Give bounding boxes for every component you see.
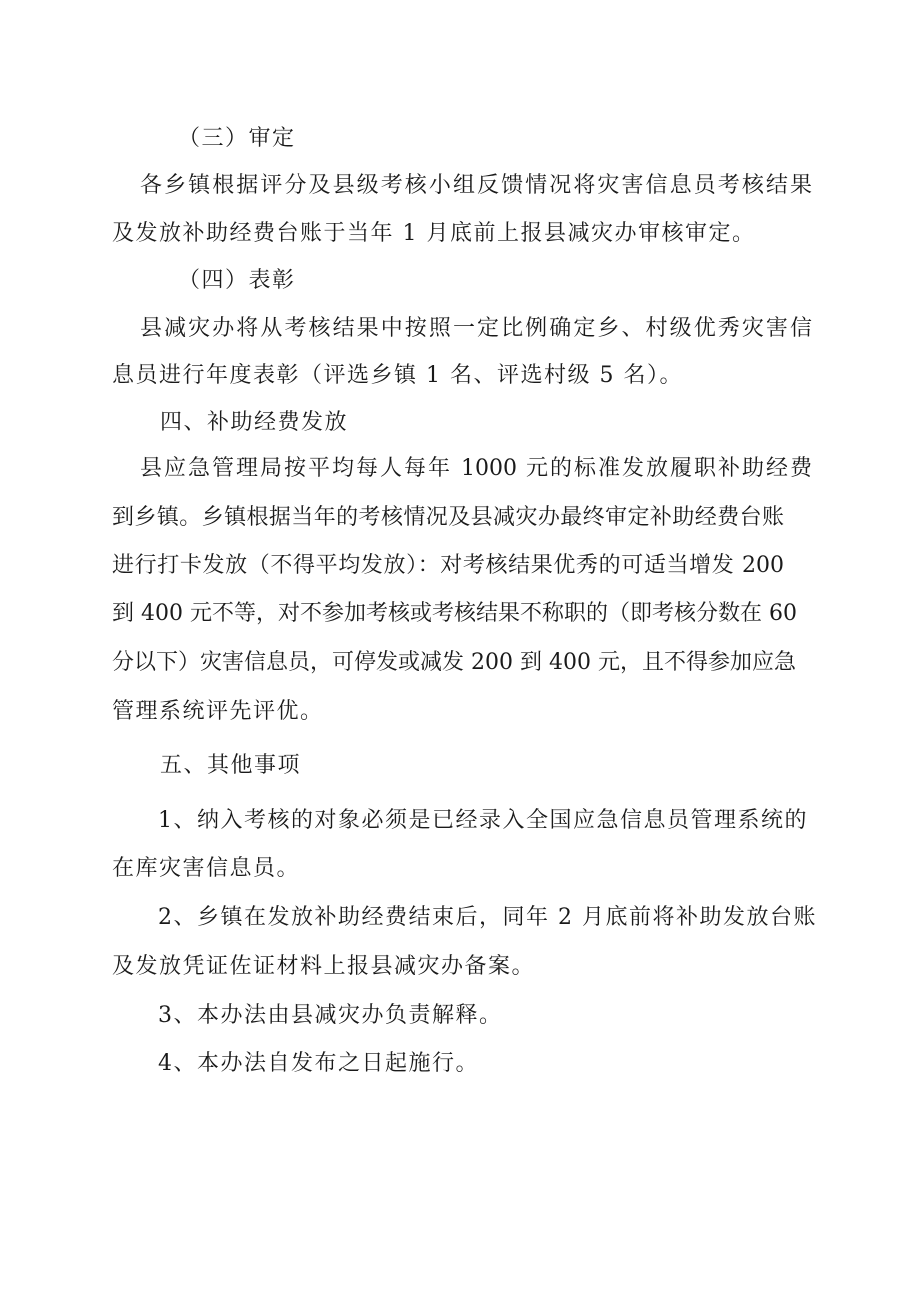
item-3: 3、本办法由县减灾办负责解释。 xyxy=(158,1003,503,1028)
section-4-heading: （四）表彰 xyxy=(178,268,296,293)
item-1-line-2: 在库灾害信息员。 xyxy=(112,856,301,881)
item-4: 4、本办法自发布之日起施行。 xyxy=(158,1051,479,1076)
section-4-paragraph-line-1: 县减灾办将从考核结果中按照一定比例确定乡、村级优秀灾害信 xyxy=(140,316,812,341)
item-2-line-1: 2、乡镇在发放补助经费结束后，同年 2 月底前将补助发放台账 xyxy=(158,905,817,930)
part-4-paragraph-line-2: 到乡镇。乡镇根据当年的考核情况及县减灾办最终审定补助经费台账 xyxy=(112,505,784,530)
part-4-paragraph-line-1: 县应急管理局按平均每人每年 1000 元的标准发放履职补助经费 xyxy=(140,456,812,481)
section-3-paragraph-line-1: 各乡镇根据评分及县级考核小组反馈情况将灾害信息员考核结果 xyxy=(140,173,812,198)
item-2-line-2: 及发放凭证佐证材料上报县减灾办备案。 xyxy=(112,954,536,979)
part-5-heading: 五、其他事项 xyxy=(160,753,302,778)
section-4-paragraph-line-2: 息员进行年度表彰（评选乡镇 1 名、评选村级 5 名）。 xyxy=(112,363,683,388)
part-4-paragraph-line-6: 管理系统评先评优。 xyxy=(112,699,324,724)
section-3-paragraph-line-2: 及发放补助经费台账于当年 1 月底前上报县减灾办审核审定。 xyxy=(112,221,756,246)
section-3-heading: （三）审定 xyxy=(178,126,296,151)
part-4-paragraph-line-3: 进行打卡发放（不得平均发放）：对考核结果优秀的可适当增发 200 xyxy=(112,553,784,578)
part-4-heading: 四、补助经费发放 xyxy=(160,410,349,435)
part-4-paragraph-line-4: 到 400 元不等，对不参加考核或考核结果不称职的（即考核分数在 60 xyxy=(112,601,797,626)
part-4-paragraph-line-5: 分以下）灾害信息员，可停发或减发 200 到 400 元，且不得参加应急 xyxy=(112,650,796,675)
item-1-line-1: 1、纳入考核的对象必须是已经录入全国应急信息员管理系统的 xyxy=(158,808,808,833)
